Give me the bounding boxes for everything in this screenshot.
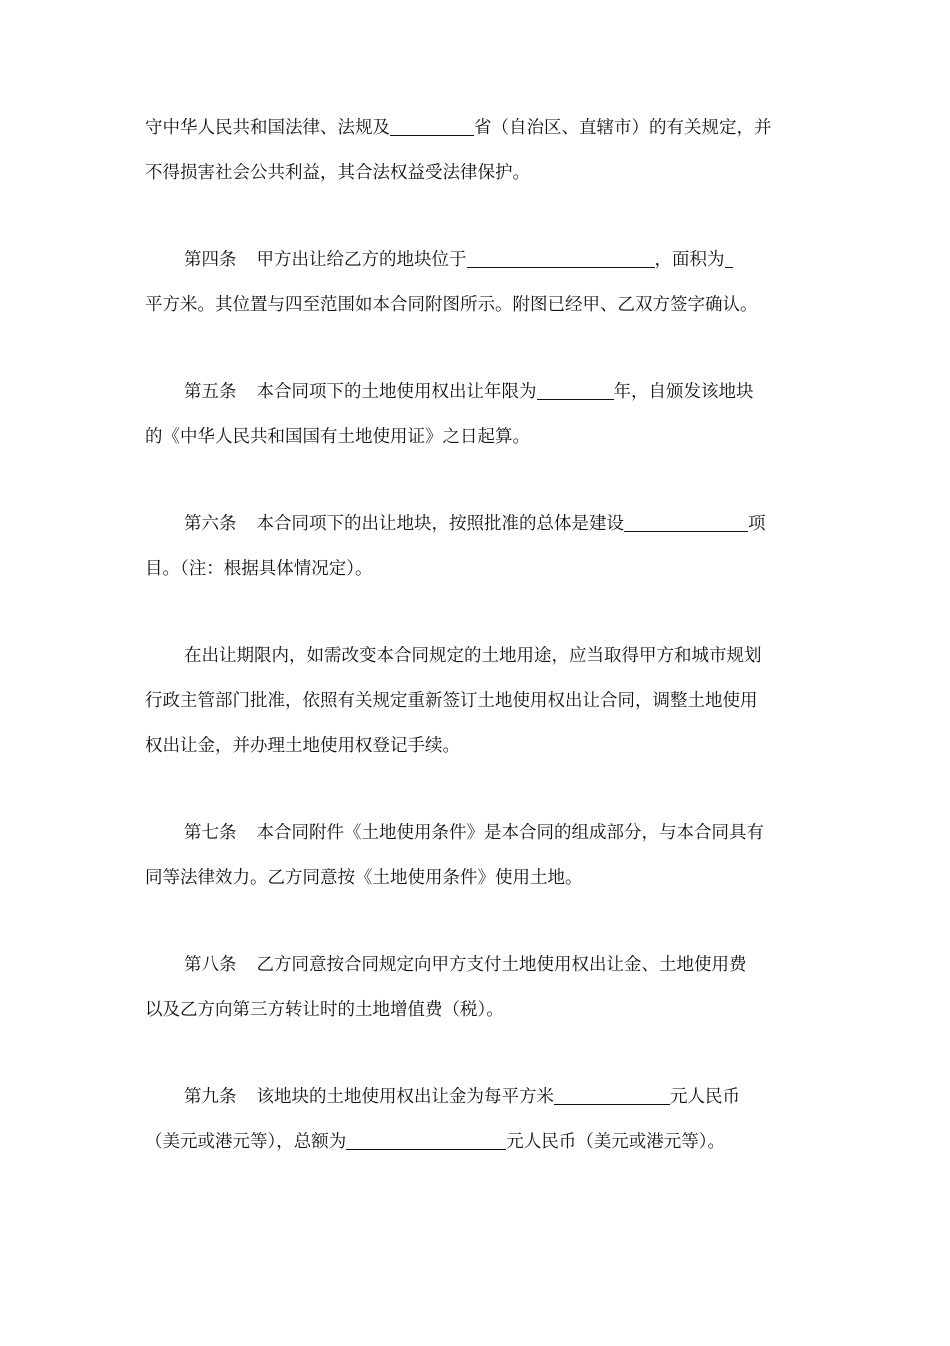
- article-9-label: 第九条: [184, 1087, 237, 1107]
- article-7-line-2: 同等法律效力。乙方同意按《土地使用条件》使用土地。: [145, 868, 583, 888]
- article-5-label: 第五条: [184, 382, 237, 402]
- article-7-label: 第七条: [184, 823, 237, 843]
- article-5-text-b: 年，自颁发该地块: [613, 382, 754, 402]
- article-4-text-a: 甲方出让给乙方的地块位于: [256, 250, 467, 270]
- article-9-text-a: 该地块的土地使用权出让金为每平方米: [256, 1087, 554, 1107]
- area-blank[interactable]: [725, 249, 733, 268]
- article-4-line-2: 平方米。其位置与四至范围如本合同附图所示。附图已经甲、乙双方签字确认。: [145, 295, 758, 315]
- province-blank[interactable]: [390, 117, 474, 136]
- article-9-text-c: （美元或港元等），总额为: [145, 1132, 347, 1152]
- article-8-line-1: [184, 953, 747, 977]
- article-9-line-1: [184, 1085, 740, 1109]
- article-5-line-2: 的《中华人民共和国国有土地使用证》之日起算。: [145, 427, 530, 447]
- article-5-line-1: [184, 380, 754, 404]
- term-years-blank[interactable]: [537, 381, 614, 400]
- project-blank[interactable]: [624, 513, 748, 532]
- article-5-text-a: 本合同项下的土地使用权出让年限为: [256, 382, 537, 402]
- article-6-text-b: 项: [748, 514, 766, 534]
- article-7-text: 本合同附件《土地使用条件》是本合同的组成部分，与本合同具有: [256, 823, 764, 843]
- article-9-text-b: 元人民币: [670, 1087, 740, 1107]
- intro-line-1: [145, 116, 772, 140]
- article-8-text: 乙方同意按合同规定向甲方支付土地使用权出让金、土地使用费: [256, 955, 747, 975]
- article-4-text-b: ，面积为: [654, 250, 725, 270]
- paragraph-line-2: 行政主管部门批准，依照有关规定重新签订土地使用权出让合同，调整土地使用: [145, 691, 758, 711]
- article-8-label: 第八条: [184, 955, 237, 975]
- article-6-label: 第六条: [184, 514, 237, 534]
- article-6-line-1: [184, 512, 766, 536]
- article-7-line-1: [184, 821, 764, 845]
- paragraph-line-1: 在出让期限内，如需改变本合同规定的土地用途，应当取得甲方和城市规划: [184, 646, 762, 666]
- intro-line-2: 不得损害社会公共利益，其合法权益受法律保护。: [145, 163, 530, 183]
- intro-text-b: 省（自治区、直辖市）的有关规定，并: [474, 118, 772, 138]
- paragraph-line-3: 权出让金，并办理土地使用权登记手续。: [145, 736, 460, 756]
- location-blank[interactable]: [467, 249, 655, 268]
- intro-text-a: 守中华人民共和国法律、法规及: [145, 118, 390, 138]
- article-6-text-a: 本合同项下的出让地块，按照批准的总体是建设: [256, 514, 624, 534]
- article-4-label: 第四条: [184, 250, 237, 270]
- price-per-sqm-blank[interactable]: [554, 1086, 670, 1105]
- article-6-line-2: 目。（注：根据具体情况定）。: [145, 559, 373, 579]
- total-amount-blank[interactable]: [346, 1131, 506, 1150]
- article-8-line-2: 以及乙方向第三方转让时的土地增值费（税）。: [145, 1000, 504, 1020]
- article-9-text-d: 元人民币（美元或港元等）。: [506, 1132, 725, 1152]
- article-4-line-1: [184, 248, 733, 272]
- article-9-line-2: [145, 1130, 725, 1154]
